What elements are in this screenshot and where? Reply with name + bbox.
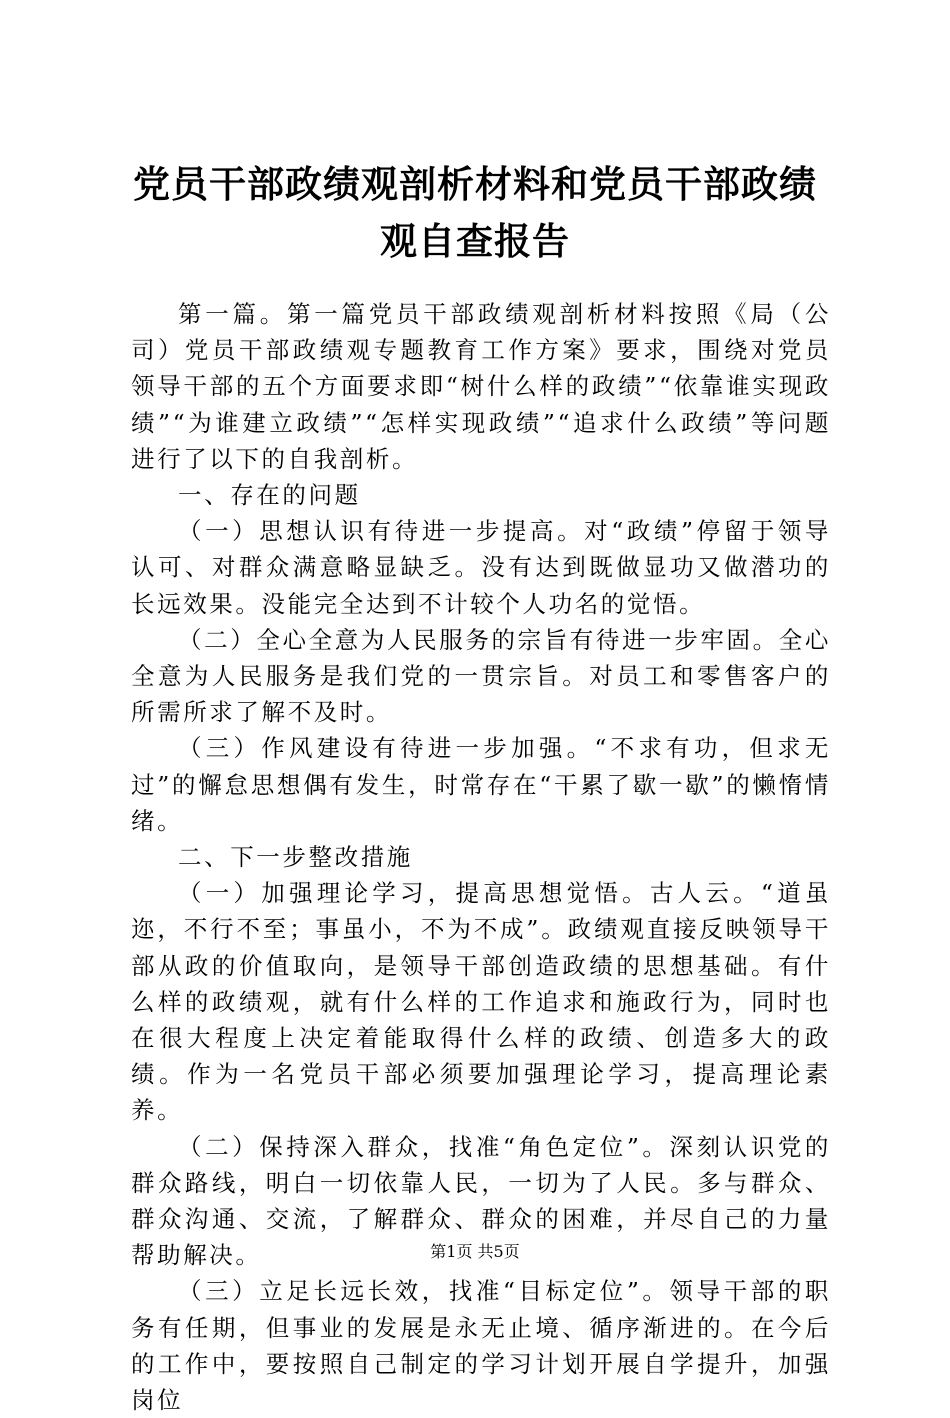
section-heading-measures: 二、下一步整改措施	[178, 843, 413, 872]
problem-paragraph-1: （一）思想认识有待进一步提高。对“政绩”停留于领导认可、对群众满意略显缺乏。没有达到既做显功又做潜功的长远效果。没能完全达到不计较个人功名的觉悟。	[131, 517, 831, 618]
problem-paragraph-3: （三）作风建设有待进一步加强。“不求有功，但求无过”的懈怠思想偶有发生，时常存在“干累了歇一歇”的懒惰情绪。	[131, 734, 831, 835]
measure-paragraph-2: （二）保持深入群众，找准“角色定位”。深刻认识党的群众路线，明白一切依靠人民，一切为了人民。多与群众、群众沟通、交流，了解群众、群众的困难，并尽自己的力量帮助解决。	[131, 1132, 831, 1270]
measure-paragraph-1: （一）加强理论学习，提高思想觉悟。古人云。“道虽迩，不行不至；事虽小，不为不成”。政绩观直接反映领导干部从政的价值取向，是领导干部创造政绩的思想基础。有什么样的政绩观，就有什么样的工作追求和施政行为，同时也在很大程度上决定着能取得什么样的政绩、创造多大的政绩。作为一名党员干部必须要加强理论学习，提高理论素养。	[131, 879, 831, 1125]
page-number-footer: 第1页 共5页	[430, 1242, 520, 1261]
document-title: 党员干部政绩观剖析材料和党员干部政绩观自查报告	[133, 162, 817, 263]
section-heading-problems: 一、存在的问题	[178, 481, 361, 510]
problem-paragraph-2: （二）全心全意为人民服务的宗旨有待进一步牢固。全心全意为人民服务是我们党的一贯宗旨。对员工和零售客户的所需所求了解不及时。	[131, 625, 831, 727]
intro-paragraph: 第一篇。第一篇党员干部政绩观剖析材料按照《局（公司）党员干部政绩观专题教育工作方案》要求，围绕对党员领导干部的五个方面要求即“树什么样的政绩”“依靠谁实现政绩”“为谁建立政绩”“怎样实现政绩”“追求什么政绩”等问题进行了以下的自我剖析。	[131, 300, 831, 473]
measure-paragraph-3: （三）立足长远长效，找准“目标定位”。领导干部的职务有任期，但事业的发展是永无止境、循序渐进的。在今后的工作中，要按照自己制定的学习计划开展自学提升，加强岗位	[131, 1277, 831, 1415]
